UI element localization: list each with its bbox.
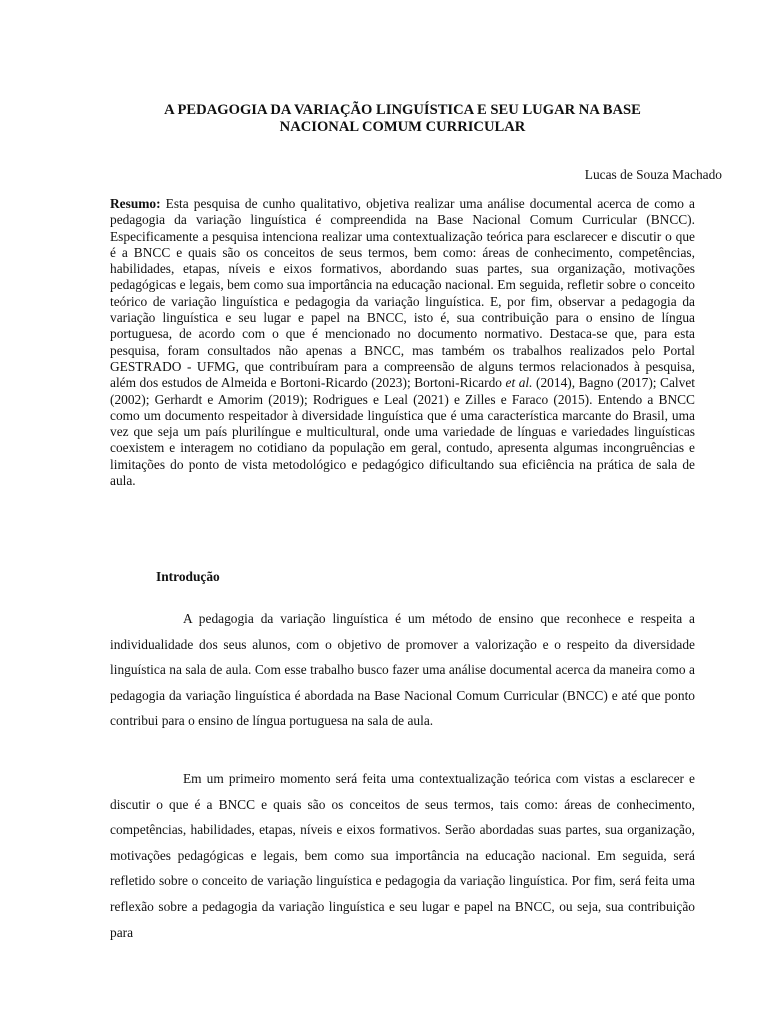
abstract (110, 196, 695, 489)
paragraph-2: Em um primeiro momento será feita uma contextualização teórica com vistas a esclarecer e discutir o que é a BNCC e quais são os conceitos de seus termos, tais como: áreas de conhecimento, competências, habilidades, etapas, níveis e eixos formativos. Serão abordadas suas partes, sua organização, motivações pedagógicas e legais, bem como sua importância na educação nacional. Em seguida, será refletido sobre o conceito de variação linguística e pedagogia da variação linguística. Por fim, será feita uma reflexão sobre a pedagogia da variação linguística e seu lugar e papel na BNCC, ou seja, sua contribuição para (110, 771, 695, 940)
document-title (110, 102, 695, 136)
author-name: Lucas de Souza Machado (584, 167, 722, 182)
abstract-text-part1: Esta pesquisa de cunho qualitativo, objetiva realizar uma análise documental acerca de como a pedagogia da variação linguística é compreendida na Base Nacional Comum Curricular (BNCC). Especificamente a pesquisa intenciona realizar uma contextualização teórica para esclarecer e discutir o que é a BNCC e quais são os conceitos de seus termos, bem como: áreas de conhecimento, competências, habilidades, etapas, níveis e eixos formativos, abordando suas partes, sua organização, motivações pedagógicas e legais, bem como sua importância na educação nacional. Em seguida, refletir sobre o conceito teórico de variação linguística e pedagogia da variação linguística. E, por fim, observar a pedagogia da variação linguística e seu lugar e papel na BNCC, isto é, sua contribuição para o ensino de língua portuguesa, de acordo com o que é mencionado no documento normativo. Destaca-se que, para esta pesquisa, foram consultados não apenas a BNCC, mas também os trabalhos realizados pelo Portal GESTRADO - UFMG, que contribuíram para a compreensão de alguns termos relacionados à pesquisa, além dos estudos de Almeida e Bortoni-Ricardo (2023); Bortoni-Ricardo (110, 196, 695, 391)
abstract-label: Resumo: (110, 196, 161, 211)
abstract-text-part2: (2014), Bagno (2017); Calvet (2002); Gerhardt e Amorim (2019); Rodrigues e Leal (2021) e Zilles e Faraco (2015). Entendo a BNCC como um documento respeitador à diversidade linguística que é uma característica marcante do Brasil, uma vez que seja um país plurilíngue e multicultural, onde uma variedade de línguas e variedades linguísticas coexistem e interagem no cotidiano da população em geral, contudo, apresenta algumas incongruências e limitações do ponto de vista metodológico e pedagógico dificultando sua eficiência na prática de sala de aula. (110, 375, 696, 489)
title-line-2: NACIONAL COMUM CURRICULAR (279, 119, 526, 135)
paragraph-1: A pedagogia da variação linguística é um método de ensino que reconhece e respeita a individualidade dos seus alunos, com o objetivo de promover a valorização e o respeito da diversidade linguística na sala de aula. Com esse trabalho busco fazer uma análise documental acerca da maneira como a pedagogia da variação linguística é abordada na Base Nacional Comum Curricular (BNCC) e até que ponto contribui para o ensino de língua portuguesa na sala de aula. (110, 611, 695, 729)
section-heading-introducao: Introdução (156, 569, 220, 584)
abstract-italic: et al. (505, 375, 533, 391)
title-line-1: A PEDAGOGIA DA VARIAÇÃO LINGUÍSTICA E SEU LUGAR NA BASE (164, 102, 641, 118)
